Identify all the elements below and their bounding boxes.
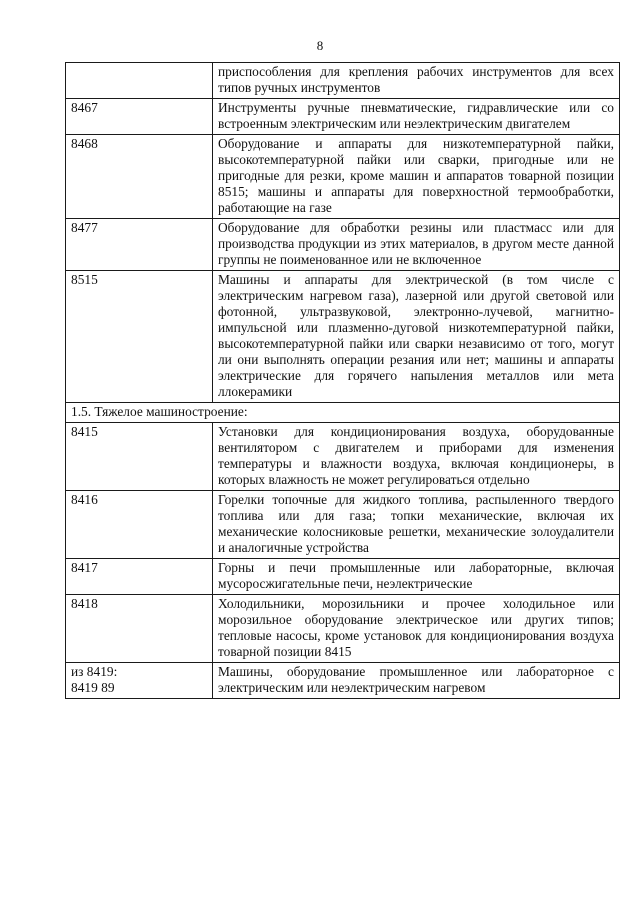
hs-code-cell: 8467	[66, 99, 213, 135]
table-row	[66, 663, 620, 699]
description-cell: Машины и аппараты для электрической (в том числе с электрическим нагревом газа), лазерной или другой световой или фотонной, ультразвуковой, электронно-лучевой, магнитно-импульсной или плазменно-дуговой низкотемпературной пайки, высокотемпературной пайки или сварки независимо от того, могут ли они выполнять операции резания или нет; машины и аппараты электрические для горячего напыления металлов или мета ллокерамики	[213, 271, 620, 403]
description-cell: Горелки топочные для жидкого топлива, распыленного твердого топлива или для газа; топки механические, включая их механические колосниковые решетки, механические золоудалители и аналогичные устройства	[213, 491, 620, 559]
table-row	[66, 135, 620, 219]
hs-code-cell: 8415	[66, 423, 213, 491]
tariff-code-table	[65, 62, 620, 699]
description-cell: приспособления для крепления рабочих инструментов для всех типов ручных инструментов	[213, 63, 620, 99]
page-number: 8	[316, 38, 324, 53]
hs-code-cell: 8416	[66, 491, 213, 559]
table-row	[66, 271, 620, 403]
hs-code-cell: 8477	[66, 219, 213, 271]
table-row	[66, 595, 620, 663]
description-cell: Инструменты ручные пневматические, гидравлические или со встроенным электрическим или неэлектрическим двигателем	[213, 99, 620, 135]
section-heading-heavy-engineering: 1.5. Тяжелое машиностроение:	[66, 403, 620, 423]
table-row	[66, 491, 620, 559]
description-cell: Машины, оборудование промышленное или лабораторное с электрическим или неэлектрическим нагревом	[213, 663, 620, 699]
hs-code-cell: 8468	[66, 135, 213, 219]
table-row	[66, 423, 620, 491]
table-row	[66, 559, 620, 595]
description-cell: Холодильники, морозильники и прочее холодильное или морозильное оборудование электрическое или других типов; тепловые насосы, кроме установок для кондиционирования воздуха товарной позиции 8415	[213, 595, 620, 663]
table-row	[66, 63, 620, 99]
hs-code-cell	[66, 63, 213, 99]
description-cell: Горны и печи промышленные или лабораторные, включая мусоросжигательные печи, неэлектрические	[213, 559, 620, 595]
section-heading-row	[66, 403, 620, 423]
hs-code-cell	[66, 663, 213, 699]
description-cell: Установки для кондиционирования воздуха, оборудованные вентилятором с двигателем и приборами для изменения температуры и влажности воздуха, включая кондиционеры, в которых влажность не может регулироваться отдельно	[213, 423, 620, 491]
hs-code-cell: 8418	[66, 595, 213, 663]
table-row	[66, 99, 620, 135]
hs-code-line: 8419 89	[71, 680, 115, 695]
description-cell: Оборудование для обработки резины или пластмасс или для производства продукции из этих материалов, в другом месте данной группы не поименованное или не включенное	[213, 219, 620, 271]
hs-code-cell: 8515	[66, 271, 213, 403]
description-cell: Оборудование и аппараты для низкотемпературной пайки, высокотемпературной пайки или сварки, пригодные или не пригодные для резки, кроме машин и аппаратов товарной позиции 8515; машины и аппараты для поверхностной термообработки, работающие на газе	[213, 135, 620, 219]
hs-code-line: из 8419:	[71, 664, 118, 679]
hs-code-cell: 8417	[66, 559, 213, 595]
table-row	[66, 219, 620, 271]
